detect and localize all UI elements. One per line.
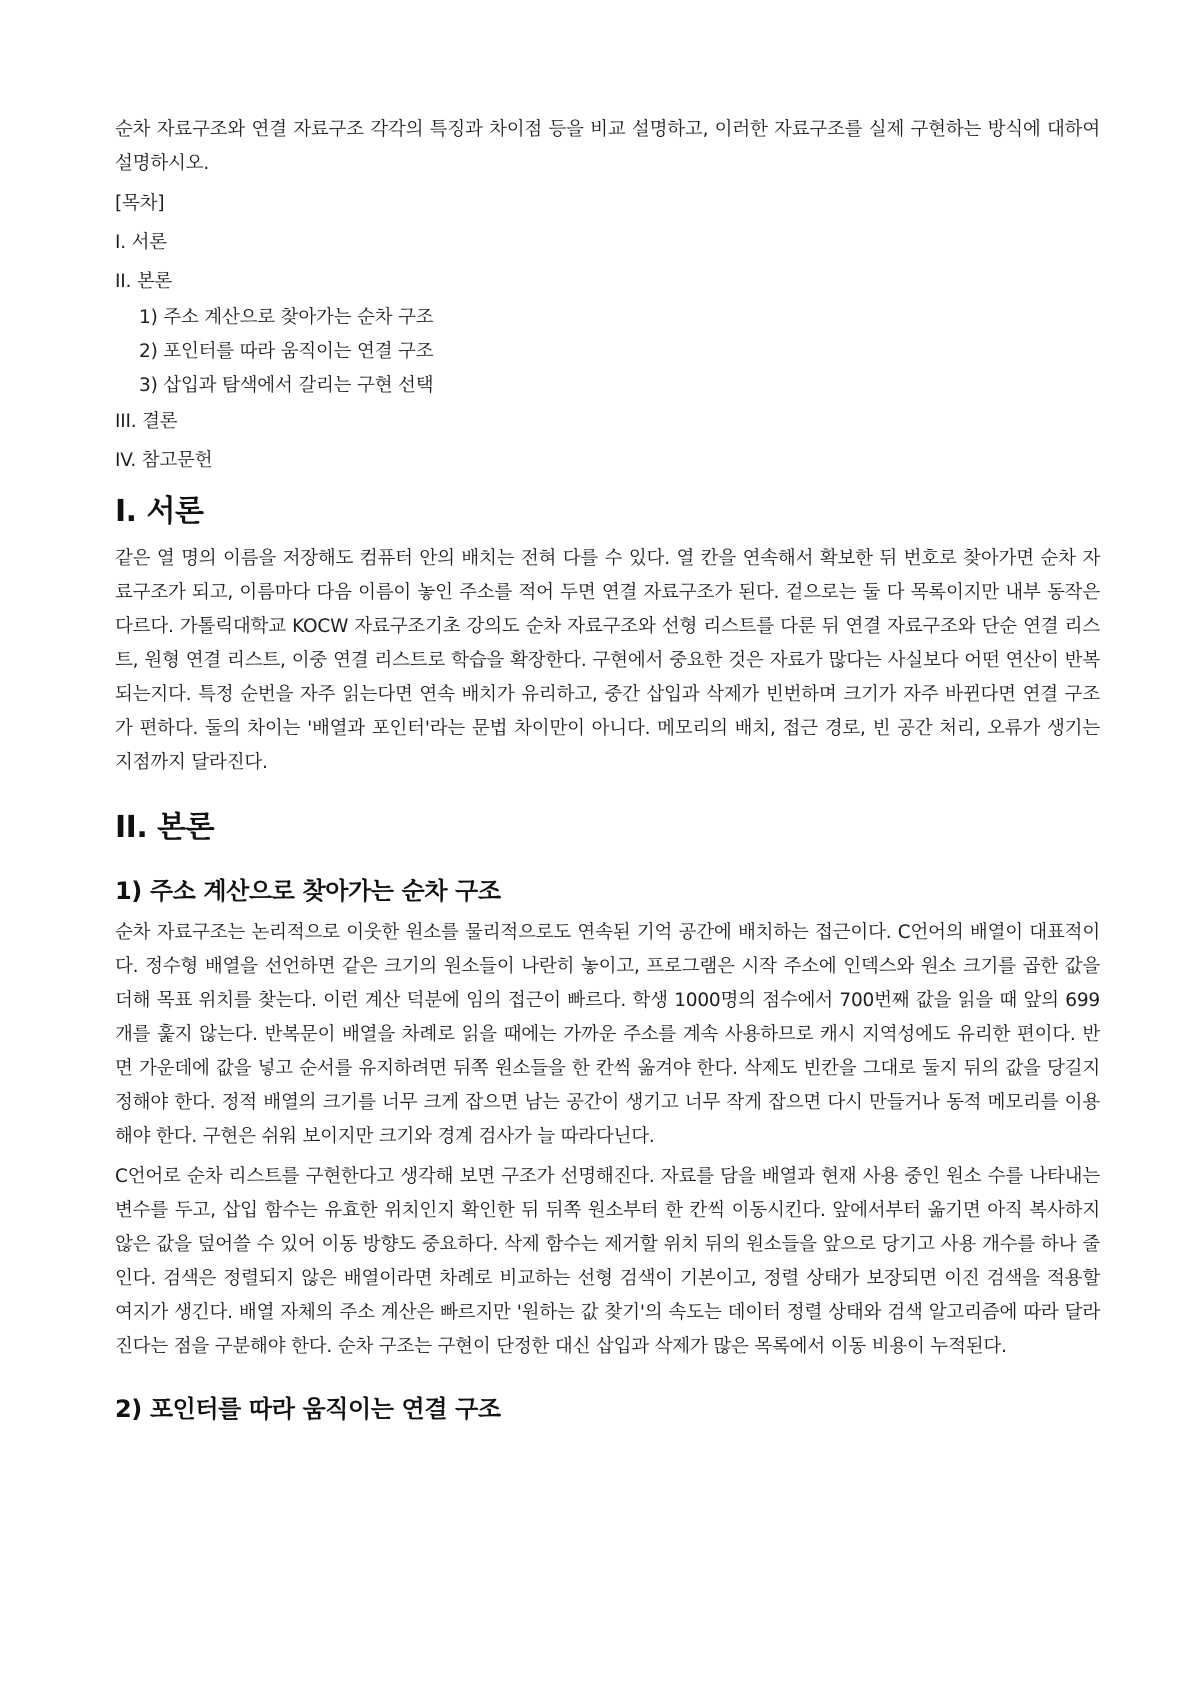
toc-item-intro: I. 서론 [115,232,167,253]
table-of-contents [115,187,1100,478]
body-heading: II. 본론 [115,810,215,845]
section-1-paragraph-2: C언어로 순차 리스트를 구현한다고 생각해 보면 구조가 선명해진다. 자료를 담을 배열과 현재 사용 중인 원소 수를 나타내는 변수를 두고, 삽입 함수는 유효한 위치인지 확인한 뒤 뒤쪽 원소부터 한 칸씩 이동시킨다. 앞에서부터 옮기면 아직 복사하지 않은 값을 덮어쓸 수 있어 이동 방향도 중요하다. 삭제 함수는 제거할 위치 뒤의 원소들을 앞으로 당기고 사용 개수를 하나 줄인다. 검색은 정렬되지 않은 배열이라면 차례로 비교하는 선형 검색이 기본이고, 정렬 상태가 보장되면 이진 검색을 적용할 여지가 생긴다. 배열 자체의 주소 계산은 빠르지만 '원하는 값 찾기'의 속도는 데이터 정렬 상태와 검색 알고리즘에 따라 달라진다는 점을 구분해야 한다. 순차 구조는 구현이 단정한 대신 삽입과 삭제가 많은 목록에서 이동 비용이 누적된다. [115,1166,1101,1357]
section-1-paragraph-1: 순차 자료구조는 논리적으로 이웃한 원소를 물리적으로도 연속된 기억 공간에 배치하는 접근이다. C언어의 배열이 대표적이다. 정수형 배열을 선언하면 같은 크기의 원소들이 나란히 놓이고, 프로그램은 시작 주소에 인덱스와 원소 크기를 곱한 값을 더해 목표 위치를 찾는다. 이런 계산 덕분에 임의 접근이 빠르다. 학생 1000명의 점수에서 700번째 값을 읽을 때 앞의 699개를 훑지 않는다. 반복문이 배열을 차례로 읽을 때에는 가까운 주소를 계속 사용하므로 캐시 지역성에도 유리한 편이다. 반면 가운데에 값을 넣고 순서를 유지하려면 뒤쪽 원소들을 한 칸씩 옮겨야 한다. 삭제도 빈칸을 그대로 둘지 뒤의 값을 당길지 정해야 한다. 정적 배열의 크기를 너무 크게 잡으면 남는 공간이 생기고 너무 작게 잡으면 다시 만들거나 동적 메모리를 이용해야 한다. 구현은 쉬워 보이지만 크기와 경계 검사가 늘 따라다닌다. [115,922,1100,1147]
toc-item-body-3: 3) 삽입과 탐색에서 갈리는 구현 선택 [139,375,434,396]
section-2-heading: 2) 포인터를 따라 움직이는 연결 구조 [115,1395,501,1423]
toc-item-body: II. 본론 [115,271,173,292]
assignment-prompt: 순차 자료구조와 연결 자료구조 각각의 특징과 차이점 등을 비교 설명하고, 이러한 자료구조를 실제 구현하는 방식에 대하여 설명하시오. [115,119,1100,174]
section-1-heading: 1) 주소 계산으로 찾아가는 순차 구조 [115,877,501,905]
toc-title: [목차] [115,193,165,214]
document-page [115,113,1100,1426]
toc-item-body-2: 2) 포인터를 따라 움직이는 연결 구조 [139,341,434,362]
toc-item-conclusion: III. 결론 [115,411,178,432]
body-section [115,808,1100,1426]
intro-heading: I. 서론 [115,494,204,529]
intro-paragraph: 같은 열 명의 이름을 저장해도 컴퓨터 안의 배치는 전혀 다를 수 있다. 열 칸을 연속해서 확보한 뒤 번호로 찾아가면 순차 자료구조가 되고, 이름마다 다음 이름이 놓인 주소를 적어 두면 연결 자료구조가 된다. 겉으로는 둘 다 목록이지만 내부 동작은 다르다. 가톨릭대학교 KOCW 자료구조기초 강의도 순차 자료구조와 선형 리스트를 다룬 뒤 연결 자료구조와 단순 연결 리스트, 원형 연결 리스트, 이중 연결 리스트로 학습을 확장한다. 구현에서 중요한 것은 자료가 많다는 사실보다 어떤 연산이 반복되는지다. 특정 순번을 자주 읽는다면 연속 배치가 유리하고, 중간 삽입과 삭제가 빈번하며 크기가 자주 바뀐다면 연결 구조가 편하다. 둘의 차이는 '배열과 포인터'라는 문법 차이만이 아니다. 메모리의 배치, 접근 경로, 빈 공간 처리, 오류가 생기는 지점까지 달라진다. [115,548,1100,773]
toc-item-body-1: 1) 주소 계산으로 찾아가는 순차 구조 [139,307,434,328]
intro-section [115,492,1100,780]
toc-item-references: IV. 참고문헌 [115,450,213,471]
